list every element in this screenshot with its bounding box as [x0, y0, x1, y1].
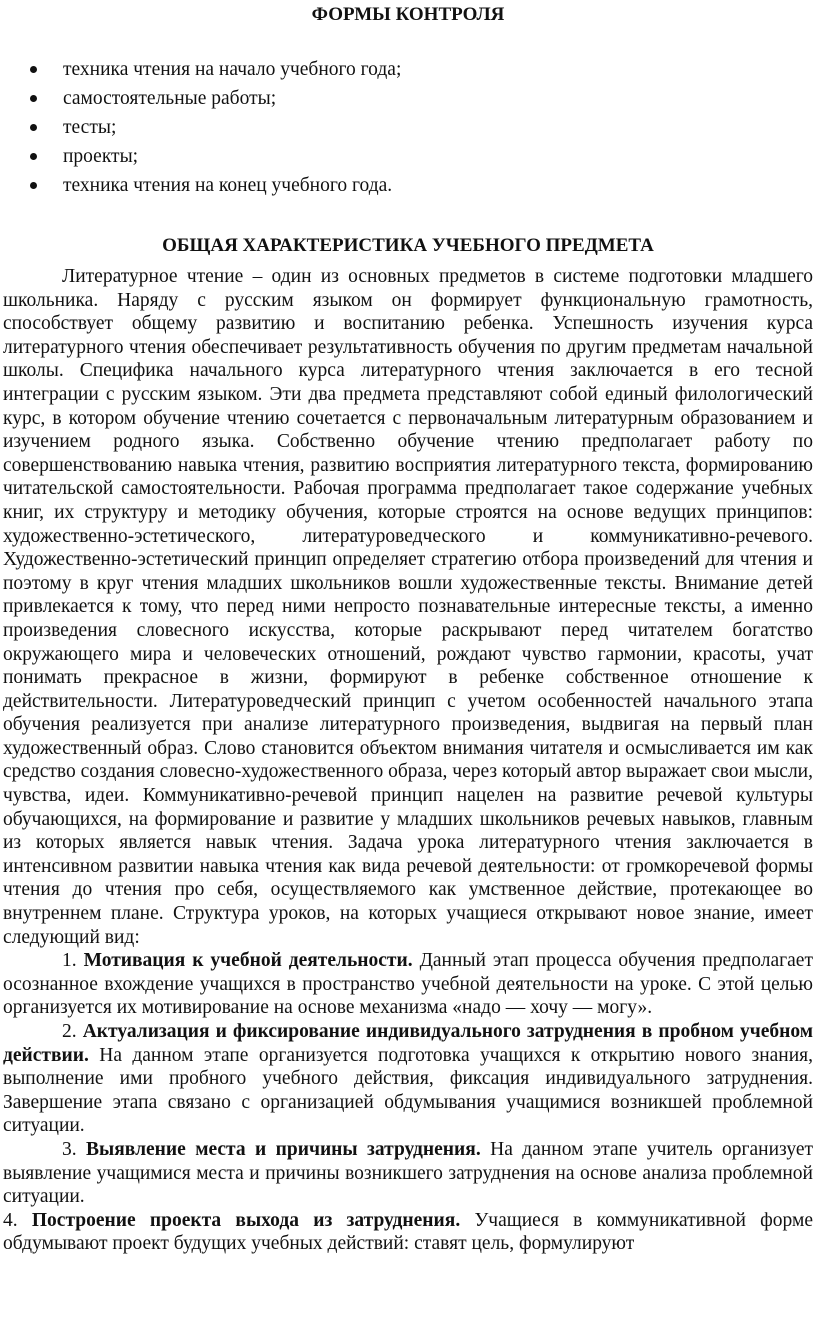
- bullet-icon: [30, 95, 37, 102]
- step-number: 1.: [62, 950, 77, 972]
- list-item-text: техника чтения на начало учебного года;: [63, 59, 402, 80]
- step-text: На данном этапе организуется подготовка учащихся к открытию нового знания, выполнение ими пробного учебного действия, фиксация индивидуального затруднения. Завершение этапа связано с организацией обдумывания учащимися возникшей проблемной ситуации.: [3, 1044, 813, 1137]
- bullet-icon: [30, 182, 37, 189]
- step-text: На данном этапе учитель организует выявление учащимися места и причины возникшего затруднения на основе анализа проблемной ситуации.: [3, 1138, 814, 1208]
- list-item: [0, 142, 816, 171]
- bullet-icon: [30, 153, 37, 160]
- section-body: [3, 265, 813, 1256]
- step-text: Данный этап процесса обучения предполагает осознанное вхождение учащихся в пространство учебной деятельности на уроке. С этой целью организуется их мотивирование на основе механизма «надо — хочу — могу».: [3, 950, 813, 1019]
- step-heading: Выявление места и причины затруднения.: [86, 1138, 481, 1160]
- step-heading: Построение проекта выхода из затруднения.: [31, 1209, 461, 1231]
- bullet-icon: [30, 66, 37, 73]
- step-number: 2.: [62, 1021, 77, 1042]
- step-heading: Мотивация к учебной деятельности.: [83, 950, 413, 972]
- intro-paragraph: Литературное чтение – один из основных предметов в системе подготовки младшего школьника. Наряду с русским языком он формирует функциональную грамотность, способствует общему развитию и воспитанию ребенка. Успешность изучения курса литературного чтения обеспечивает результативность обучения по другим предметам начальной школы. Специфика начального курса литературного чтения заключается в его тесной интеграции с русским языком. Эти два предмета представляют собой единый филологический курс, в котором обучение чтению сочетается с первоначальным литературным образованием и изучением родного языка. Собственно обучение чтению предполагает работу по совершенствованию навыка чтения, развитию восприятия литературного текста, формированию читательской самостоятельности. Рабочая программа предполагает такое содержание учебных книг, их структуру и методику обучения, которые строятся на основе ведущих принципов: художественно-эстетического, литературоведческого и коммуникативно-речевого. Художественно-эстетический принцип определяет стратегию отбора произведений для чтения и поэтому в круг чтения младших школьников вошли художественные тексты. Внимание детей привлекается к тому, что перед ними непросто познавательные интересные тексты, а именно произведения словесного искусства, которые раскрывают перед читателем богатство окружающего мира и человеческих отношений, рождают чувство гармонии, красоты, учат понимать прекрасное в жизни, формируют в ребенке собственное отношение к действительности. Литературоведческий принцип с учетом особенностей начального этапа обучения реализуется при анализе литературного произведения, выдвигая на первый план художественный образ. Слово становится объектом внимания читателя и осмысливается им как средство создания словесно-художественного образа, через который автор выражает свои мысли, чувства, идеи. Коммуникативно-речевой принцип нацелен на развитие речевой культуры обучающихся, на формирование и развитие у младших школьников речевых навыков, главным из которых является навык чтения. Задача урока литературного чтения заключается в интенсивном развитии навыка чтения как вида речевой деятельности: от громкоречевой формы чтения до чтения про себя, осуществляемого как умственное действие, протекающее во внутреннем плане. Структура уроков, на которых учащиеся открывают новое знание, имеет следующий вид:: [3, 266, 813, 948]
- step-text: Учащиеся в коммуникативной форме обдумывают проект будущих учебных действий: ставят цель, формулируют: [3, 1209, 813, 1255]
- list-item: [0, 171, 816, 200]
- list-item: [0, 84, 816, 113]
- step-paragraph-1: [3, 949, 813, 1020]
- page-title: ФОРМЫ КОНТРОЛЯ: [311, 4, 505, 25]
- list-item: [0, 113, 816, 142]
- section-title: ОБЩАЯ ХАРАКТЕРИСТИКА УЧЕБНОГО ПРЕДМЕТА: [162, 235, 654, 256]
- step-paragraph-4: [3, 1209, 813, 1256]
- list-item-text: самостоятельные работы;: [63, 88, 277, 109]
- list-item-text: тесты;: [63, 117, 117, 138]
- list-item-text: проекты;: [63, 146, 139, 167]
- step-number: 3.: [62, 1138, 77, 1160]
- step-paragraph-2: [3, 1020, 813, 1138]
- bullet-icon: [30, 124, 37, 131]
- step-heading: Актуализация и фиксирование индивидуального затруднения в пробном учебном действии.: [3, 1021, 814, 1066]
- step-number: 4.: [3, 1209, 18, 1231]
- control-forms-list: [0, 55, 816, 200]
- step-paragraph-3: [3, 1138, 813, 1209]
- list-item-text: техника чтения на конец учебного года.: [63, 175, 393, 196]
- list-item: [0, 55, 816, 84]
